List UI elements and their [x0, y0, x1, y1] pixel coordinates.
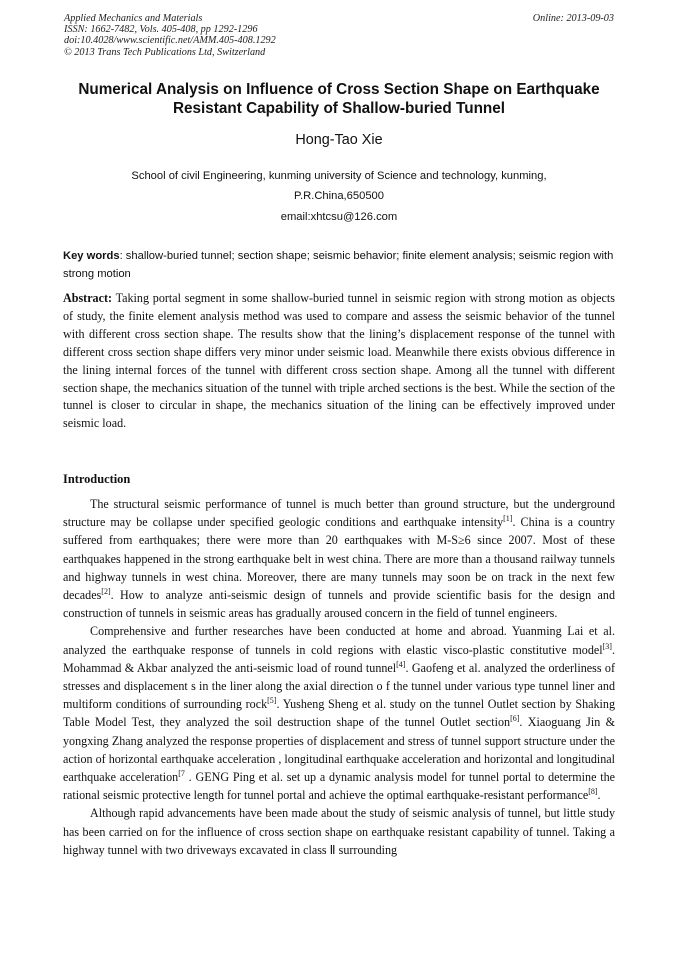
affiliation-line-2: P.R.China,650500 — [294, 190, 384, 202]
title-line-2: Resistant Capability of Shallow-buried Tunnel — [172, 99, 506, 117]
author-email: email:xhtcsu@126.com — [280, 211, 398, 223]
paragraph-text: Although rapid advancements have been made about the study of seismic analysis of tunnel, but little study has been carried on for the influence of cross section shape on earthquake resistant capability of tunnel. Taking a highway tunnel with two driveways excavated in class Ⅱ surrounding — [63, 806, 615, 857]
introduction-heading: Introduction — [63, 472, 131, 486]
doi-line: doi:10.4028/www.scientific.net/AMM.405-408.1292 — [64, 35, 276, 47]
paragraph-text: The structural seismic performance of tunnel is much better than ground structure, but the underground structure may be collapse under specified geologic conditions and earthquake intensity — [63, 497, 615, 530]
citation-8: [8] — [588, 787, 598, 797]
keywords-block — [63, 248, 615, 283]
citation-4: [4] — [396, 659, 406, 669]
paper-title — [40, 81, 638, 118]
paragraph-text: . — [597, 788, 601, 803]
paragraph-text: . Xiaoguang Jin & yongxing Zhang analyzed the response properties of displacement and stress of tunnel support structure under the action of horizontal earthquake acceleration , longitudinal earthquake acceleration and horizontal and longitudinal earthquake acceleration — [63, 715, 615, 785]
journal-name: Applied Mechanics and Materials — [64, 13, 203, 24]
journal-header — [64, 13, 616, 58]
title-line-1: Numerical Analysis on Influence of Cross Section Shape on Earthquake — [78, 81, 600, 98]
paragraph-1 — [63, 495, 615, 622]
citation-6: [6] — [510, 714, 520, 724]
keywords-text: : shallow-buried tunnel; section shape; seismic behavior; finite element analysis; seismic region with strong motion — [63, 250, 614, 280]
issn-line: ISSN: 1662-7482, Vols. 405-408, pp 1292-1296 — [64, 24, 258, 36]
author-name: Hong-Tao Xie — [295, 132, 383, 148]
abstract-label: Abstract: — [63, 291, 113, 305]
citation-7: [7 — [178, 769, 185, 779]
citation-2: [2] — [101, 587, 111, 597]
copyright-line: © 2013 Trans Tech Publications Ltd, Switzerland — [64, 46, 266, 58]
paragraph-text: . GENG Ping et al. set up a dynamic analysis model for tunnel portal to determine the rational seismic protective length for tunnel portal and achieve the optimal earthquake-resistant performance — [63, 770, 615, 803]
citation-1: [1] — [503, 514, 513, 524]
citation-3: [3] — [602, 641, 612, 651]
affiliation-line-1: School of civil Engineering, kunming university of Science and technology, kunming, — [131, 170, 547, 182]
paragraph-3 — [63, 804, 615, 859]
online-date: Online: 2013-09-03 — [532, 13, 614, 24]
paragraph-text: Comprehensive and further researches have been conducted at home and abroad. Yuanming Lai et al. analyzed the earthquake response of tunnels in cold regions with elastic visco-plastic constitutive model — [63, 624, 615, 657]
keywords-label: Key words — [63, 250, 120, 262]
paragraph-text: . Mohammad & Akbar analyzed the anti-seismic load of round tunnel — [63, 642, 615, 675]
affiliation — [90, 166, 588, 206]
paragraph-text: . How to analyze anti-seismic design of tunnels and provide scientific basis for the design and construction of tunnels in seismic areas has gradually aroused concern in the field of tunnel engineers. — [63, 588, 615, 621]
paragraph-text: . China is a country suffered from earthquakes; there were more than 20 earthquakes with M-S≥6 since 2007. Most of these earthquakes happened in the strong earthquake belt in west china. There are more than a thousand railway tunnels and highway tunnels in west china. Moreover, there are many tunnels may soon be on track in the next few decades — [63, 515, 615, 603]
introduction-body — [63, 495, 615, 859]
paragraph-2 — [63, 622, 615, 804]
paragraph-text: . Gaofeng et al. analyzed the orderliness of stresses and displacement s in the liner along the axial direction o f the tunnel under various type tunnel liner and multiform conditions of surrounding rock — [63, 660, 615, 712]
citation-5: [5] — [267, 696, 277, 706]
paragraph-text: . Yusheng Sheng et al. study on the tunnel Outlet section by Shaking Table Model Test, they analyzed the soil destruction shape of the tunnel Outlet section — [63, 697, 615, 730]
abstract-block — [63, 290, 615, 433]
abstract-text: Taking portal segment in some shallow-buried tunnel in seismic region with strong motion as objects of study, the finite element analysis method was used to compare and assess the seismic behavior of the tunnel with different cross section shape. The results show that the lining’s displacement response of the tunnel with different cross section shape differs very minor under seismic load. Meanwhile there exists obvious difference in the lining internal forces of the tunnel with different cross section shape. Among all the tunnel with different section shape, the mechanics situation of the tunnel with triple arched sections is the best. While the section of the tunnel is closer to circular in shape, the mechanics situation of the lining can be effectively improved under seismic load. — [63, 291, 615, 431]
